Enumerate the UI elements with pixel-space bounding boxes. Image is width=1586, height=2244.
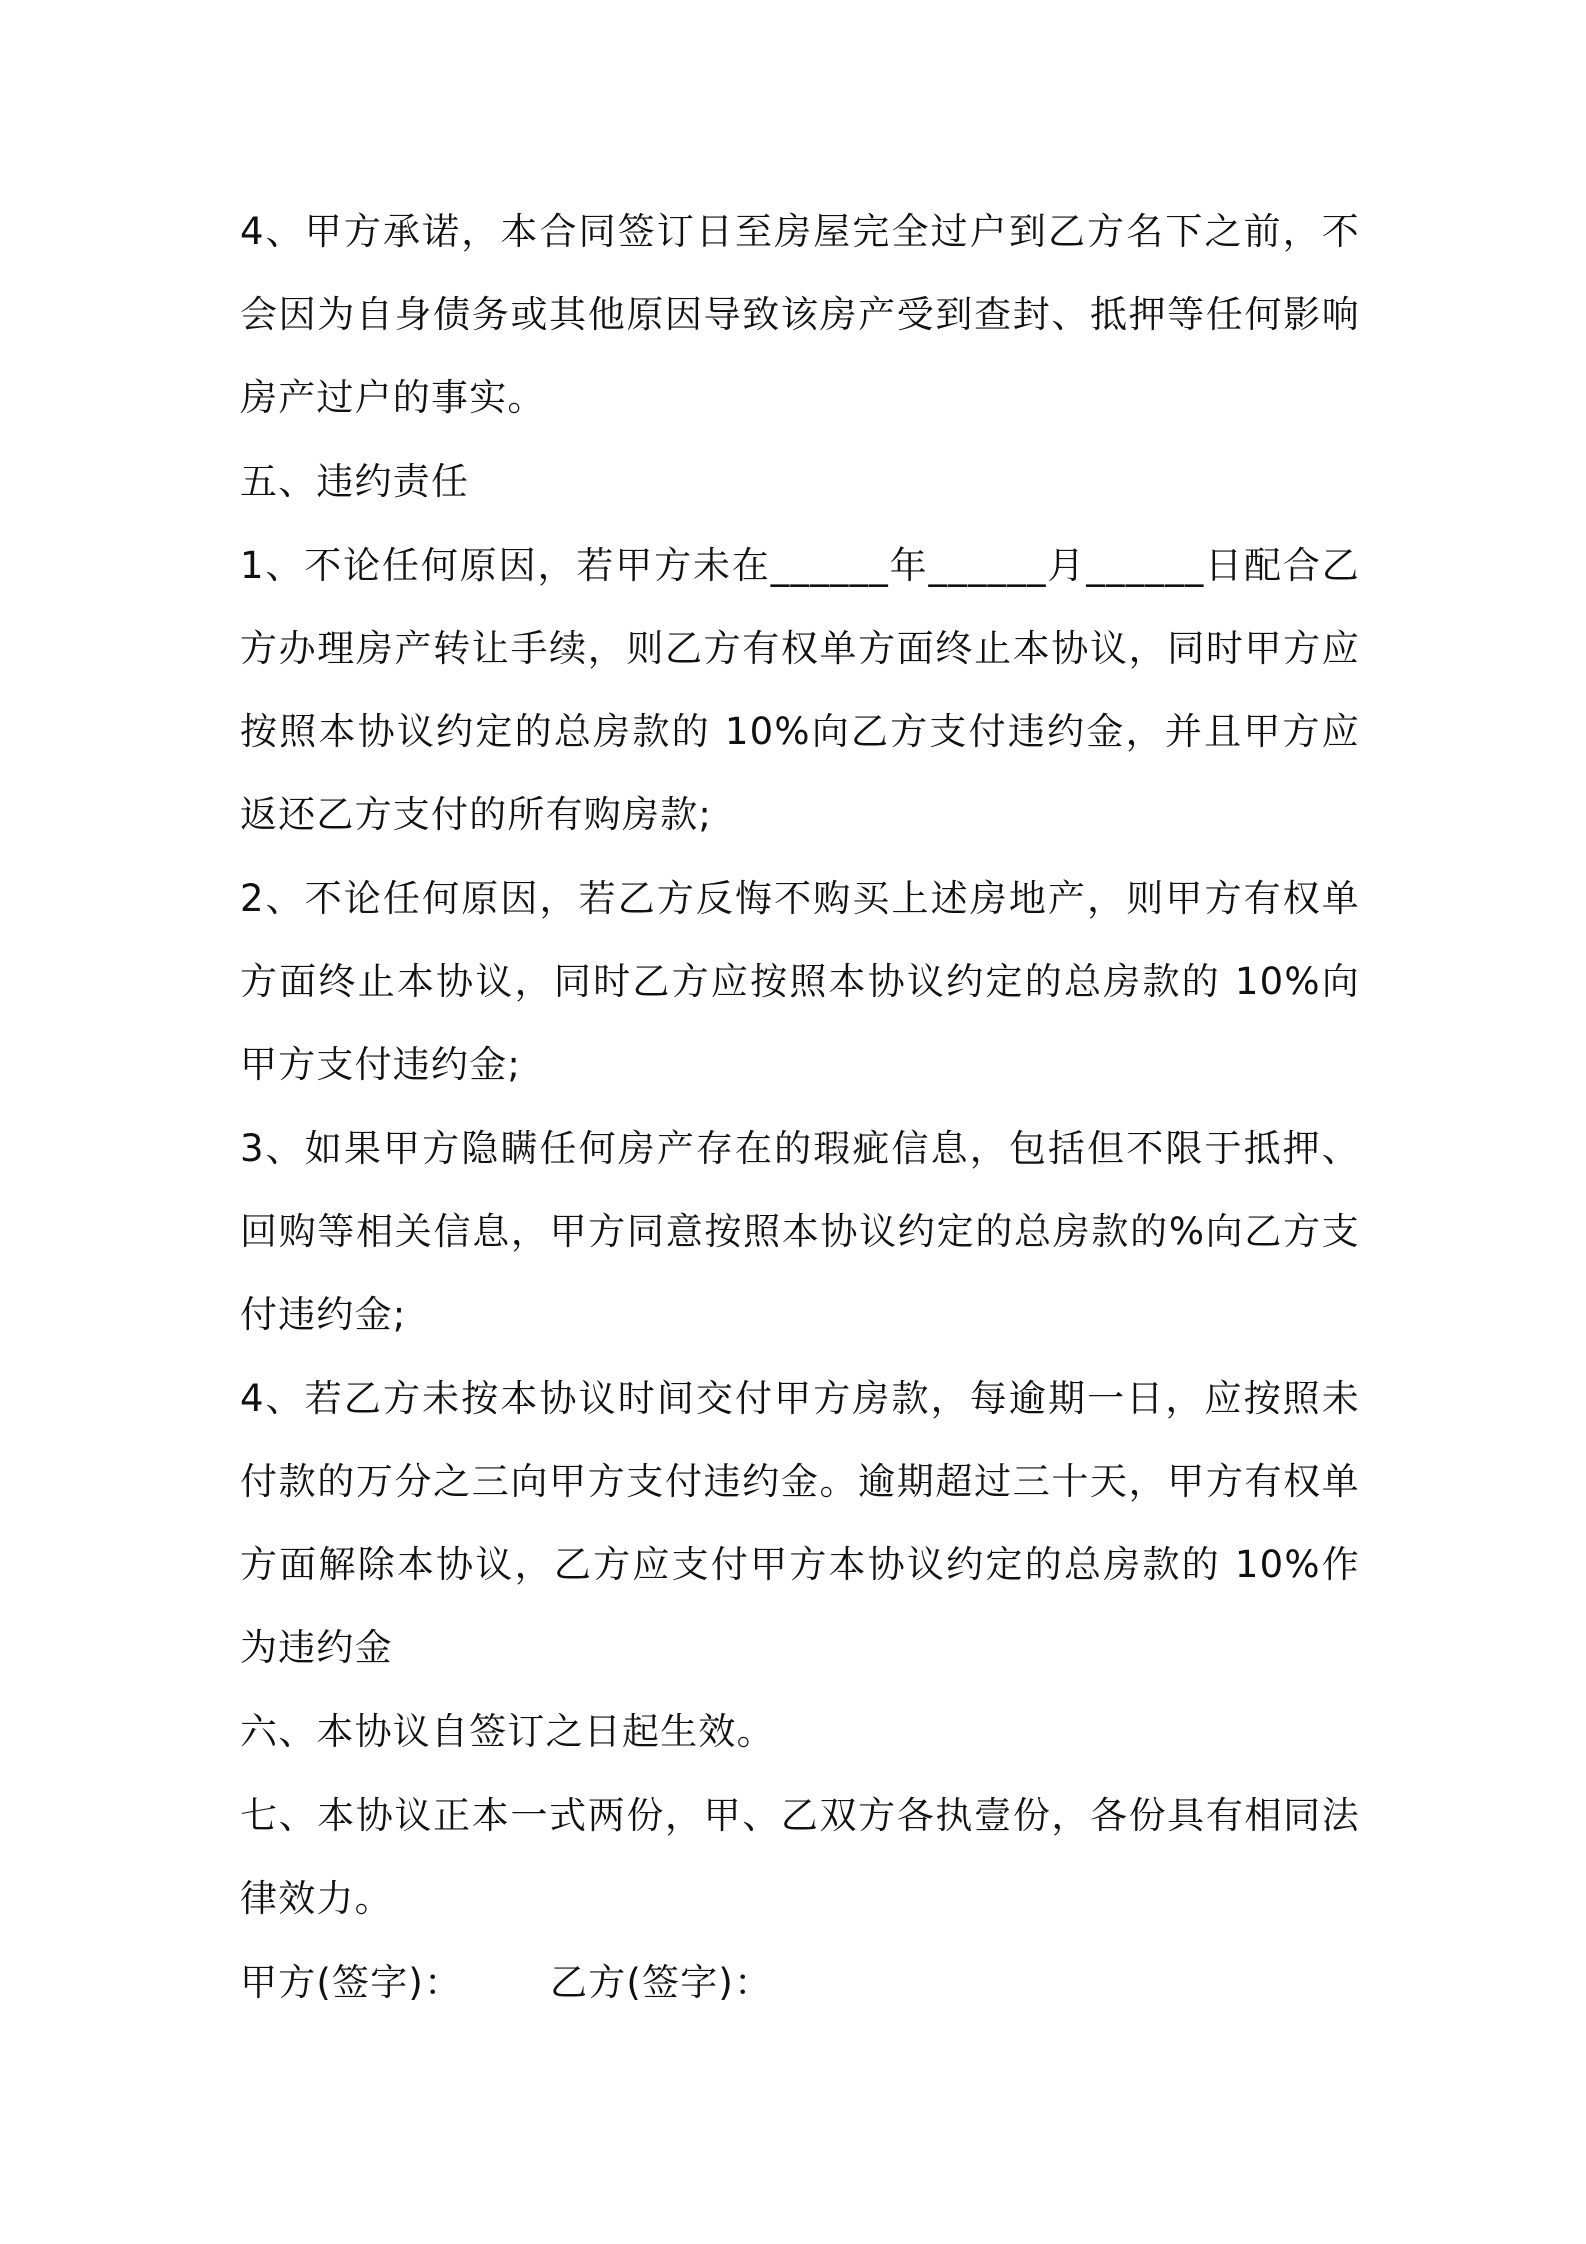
- clause-1-seller-delay: 1、不论任何原因，若甲方未在______年______月______日配合乙方办理房产转让手续，则乙方有权单方面终止本协议，同时甲方应按照本协议约定的总房款的 10%向乙方支付违约金，并且甲方应返还乙方支付的所有购房款;: [240, 544, 1360, 836]
- clause-4-no-encumbrance: 4、甲方承诺，本合同签订日至房屋完全过户到乙方名下之前，不会因为自身债务或其他原因导致该房产受到查封、抵押等任何影响房产过户的事实。: [240, 210, 1360, 419]
- clause-2-buyer-withdrawal: 2、不论任何原因，若乙方反悔不购买上述房地产，则甲方有权单方面终止本协议，同时乙方应按照本协议约定的总房款的 10%向甲方支付违约金;: [240, 877, 1360, 1086]
- section-six-effective: 六、本协议自签订之日起生效。: [240, 1710, 775, 1753]
- clause-3-hidden-defects: 3、如果甲方隐瞒任何房产存在的瑕疵信息，包括但不限于抵押、回购等相关信息，甲方同意按照本协议约定的总房款的%向乙方支付违约金;: [240, 1127, 1360, 1336]
- signature-row: [240, 1941, 1360, 2024]
- party-a-signature-label: 甲方(签字)：: [240, 1961, 463, 2004]
- clause-4-late-payment: 4、若乙方未按本协议时间交付甲方房款，每逾期一日，应按照未付款的万分之三向甲方支付违约金。逾期超过三十天，甲方有权单方面解除本协议，乙方应支付甲方本协议约定的总房款的 10%作为违约金: [240, 1377, 1360, 1669]
- section-seven-copies: 七、本协议正本一式两份，甲、乙双方各执壹份，各份具有相同法律效力。: [240, 1794, 1360, 1920]
- document-body: [240, 190, 1360, 2024]
- party-b-signature-label: 乙方(签字)：: [550, 1961, 773, 2004]
- section-heading-breach-liability: 五、违约责任: [240, 460, 470, 503]
